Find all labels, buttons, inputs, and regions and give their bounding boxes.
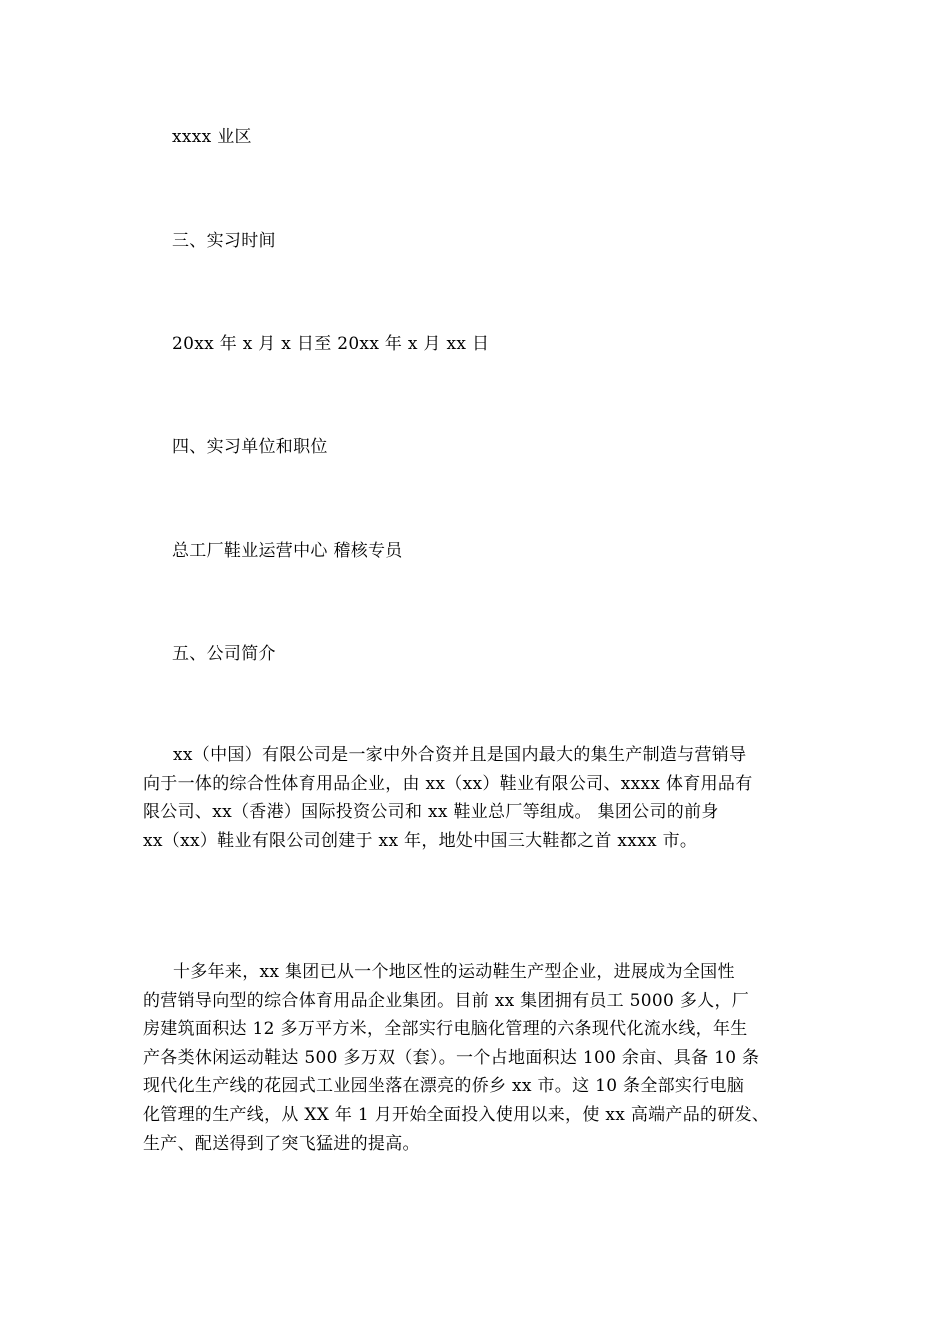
company-intro-paragraph-2 bbox=[143, 958, 803, 1158]
paragraph-line: 向于一体的综合性体育用品企业，由 xx（xx）鞋业有限公司、xxxx 体育用品有 bbox=[143, 773, 753, 794]
paragraph-line: 化管理的生产线，从 XX 年 1 月开始全面投入使用以来，使 xx 高端产品的研发、 bbox=[143, 1104, 770, 1125]
paragraph-line: 现代化生产线的花园式工业园坐落在漂亮的侨乡 xx 市。这 10 条全部实行电脑 bbox=[143, 1076, 745, 1097]
company-intro-paragraph-1 bbox=[143, 741, 803, 855]
paragraph-line: 产各类休闲运动鞋达 500 多万双（套）。一个占地面积达 100 余亩、具备 10 条 bbox=[143, 1047, 760, 1068]
section-heading-internship-time: 三、实习时间 bbox=[172, 231, 276, 251]
paragraph-line: 限公司、xx（香港）国际投资公司和 xx 鞋业总厂等组成。 集团公司的前身 bbox=[143, 802, 719, 823]
region-text: xxxx 业区 bbox=[172, 127, 252, 147]
paragraph-line: 十多年来，xx 集团已从一个地区性的运动鞋生产型企业，进展成为全国性 bbox=[173, 962, 735, 982]
section-heading-unit-position: 四、实习单位和职位 bbox=[172, 437, 328, 457]
unit-position-text: 总工厂鞋业运营中心 稽核专员 bbox=[172, 541, 403, 561]
section-heading-company-intro: 五、公司简介 bbox=[172, 644, 276, 664]
paragraph-line: 生产、配送得到了突飞猛进的提高。 bbox=[143, 1133, 420, 1154]
paragraph-line: xx（中国）有限公司是一家中外合资并且是国内最大的集生产制造与营销导 bbox=[173, 745, 747, 765]
internship-period-text: 20xx 年 x 月 x 日至 20xx 年 x 月 xx 日 bbox=[172, 334, 490, 354]
paragraph-line: 的营销导向型的综合体育用品企业集团。目前 xx 集团拥有员工 5000 多人，厂 bbox=[143, 990, 750, 1011]
paragraph-line: xx（xx）鞋业有限公司创建于 xx 年，地处中国三大鞋都之首 xxxx 市。 bbox=[143, 830, 698, 851]
paragraph-line: 房建筑面积达 12 多万平方米，全部实行电脑化管理的六条现代化流水线，年生 bbox=[143, 1019, 748, 1040]
